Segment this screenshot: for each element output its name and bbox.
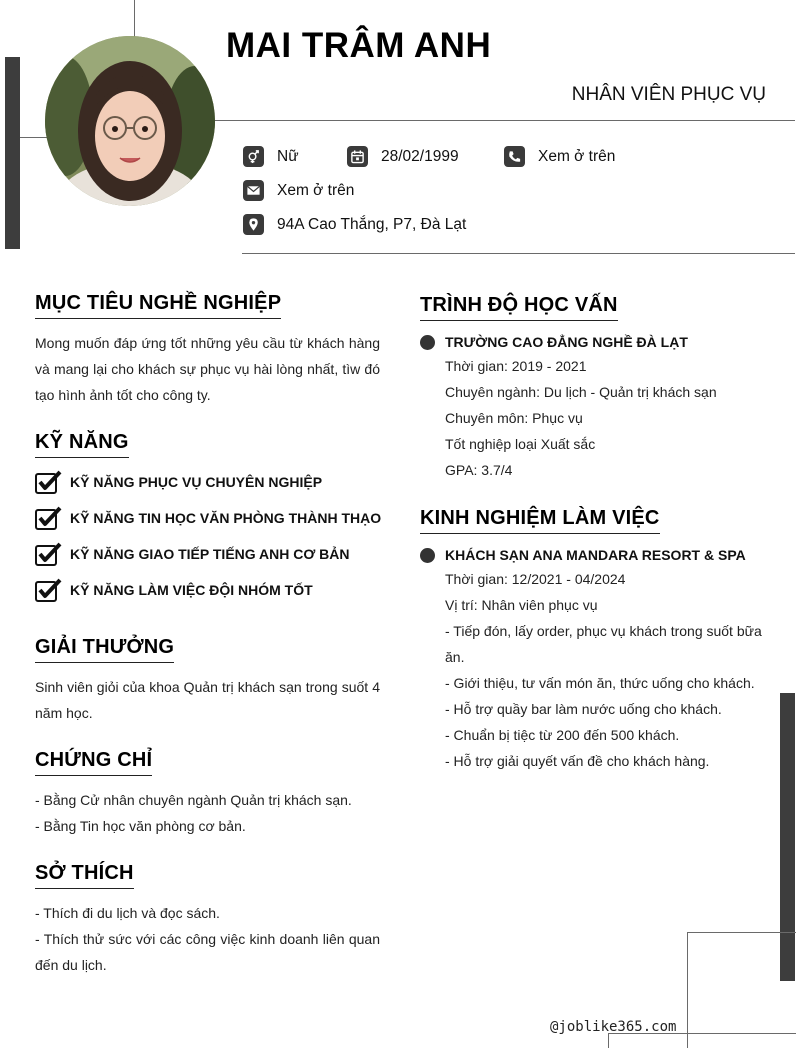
top-connector-line [134, 0, 135, 40]
checkbox-icon [35, 506, 62, 530]
experience-line: - Tiếp đón, lấy order, phục vụ khách trong suốt bữa ăn. [445, 623, 762, 665]
contact-divider [242, 253, 795, 254]
skill-label: KỸ NĂNG PHỤC VỤ CHUYÊN NGHIỆP [70, 474, 323, 490]
education-bullet [420, 335, 435, 350]
certificate-item: - Bằng Tin học văn phòng cơ bản. [35, 818, 246, 834]
checkbox-icon [35, 470, 62, 494]
experience-line: Thời gian: 12/2021 - 04/2024 [445, 571, 626, 587]
hobby-item: - Thích đi du lịch và đọc sách. [35, 905, 220, 921]
education-line: Tốt nghiệp loại Xuất sắc [445, 436, 596, 452]
skill-item [35, 469, 381, 495]
experience-line: - Chuẩn bị tiệc từ 200 đến 500 khách. [445, 727, 680, 743]
education-details [445, 353, 775, 483]
skills-title: KỸ NĂNG [35, 431, 129, 458]
skill-item [35, 541, 381, 567]
certificates-title: CHỨNG CHỈ [35, 749, 152, 776]
objective-text: Mong muốn đáp ứng tốt những yêu cầu từ khách hàng và mang lại cho khách sự phục vụ hài lòng nhất, tìw đó tạo hình ảnh tốt cho công ty. [35, 335, 380, 403]
contact-birthday [347, 146, 459, 167]
contact-gender [243, 146, 299, 167]
location-icon [243, 214, 264, 235]
footer-line-tick [608, 1033, 609, 1048]
mail-icon [243, 180, 264, 201]
hobbies-title: SỞ THÍCH [35, 862, 134, 889]
contact-address [243, 214, 466, 235]
address-value: 94A Cao Thắng, P7, Đà Lạt [277, 215, 467, 233]
experience-line: - Hỗ trợ quầy bar làm nước uống cho khách. [445, 701, 722, 717]
email-value: Xem ở trên [277, 181, 355, 199]
education-line: Chuyên môn: Phục vụ [445, 410, 583, 426]
education-line: Chuyên ngành: Du lịch - Quản trị khách sạn [445, 384, 717, 400]
skill-item [35, 505, 381, 531]
left-connector-line [20, 137, 47, 138]
education-line: Thời gian: 2019 - 2021 [445, 358, 587, 374]
contact-email [243, 180, 354, 201]
education-title: TRÌNH ĐỘ HỌC VẤN [420, 294, 618, 321]
calendar-icon [347, 146, 368, 167]
checkbox-icon [35, 578, 62, 602]
education-line: GPA: 3.7/4 [445, 462, 513, 478]
skill-item [35, 577, 381, 603]
experience-line: - Hỗ trợ giải quyết vấn đề cho khách hàng. [445, 753, 710, 769]
header-divider [215, 120, 795, 121]
left-accent-bar [5, 57, 20, 249]
avatar [45, 36, 215, 206]
corner-frame [687, 932, 796, 1048]
phone-icon [504, 146, 525, 167]
phone-value: Xem ở trên [538, 147, 616, 165]
skill-label: KỸ NĂNG TIN HỌC VĂN PHÒNG THÀNH THẠO [70, 510, 382, 526]
awards-title: GIẢI THƯỞNG [35, 636, 174, 663]
gender-icon [243, 146, 264, 167]
hobbies-list [35, 900, 380, 978]
hobby-item: - Thích thử sức với các công việc kinh doanh liên quan đến du lịch. [35, 931, 380, 973]
certificate-item: - Bằng Cử nhân chuyên ngành Quản trị khách sạn. [35, 792, 352, 808]
experience-bullet [420, 548, 435, 563]
contact-phone [504, 146, 615, 167]
awards-text: Sinh viên giỏi của khoa Quản trị khách sạn trong suốt 4 năm học. [35, 679, 380, 721]
experience-line: Vị trí: Nhân viên phục vụ [445, 597, 598, 613]
job-title: NHÂN VIÊN PHỤC VỤ [571, 84, 766, 105]
skill-label: KỸ NĂNG GIAO TIẾP TIẾNG ANH CƠ BẢN [70, 546, 350, 562]
company-name: KHÁCH SẠN ANA MANDARA RESORT & SPA [445, 547, 746, 563]
experience-title: KINH NGHIỆM LÀM VIỆC [420, 507, 660, 534]
gender-value: Nữ [277, 147, 299, 165]
objective-title: MỤC TIÊU NGHỀ NGHIỆP [35, 292, 281, 319]
birthday-value: 28/02/1999 [381, 147, 459, 165]
school-name: TRƯỜNG CAO ĐẲNG NGHỀ ĐÀ LẠT [445, 334, 688, 350]
skill-label: KỸ NĂNG LÀM VIỆC ĐỘI NHÓM TỐT [70, 582, 313, 598]
experience-details [445, 566, 770, 774]
skills-list [35, 469, 381, 603]
experience-line: - Giới thiệu, tư vấn món ăn, thức uống cho khách. [445, 675, 755, 691]
certificates-list [35, 787, 380, 839]
checkbox-icon [35, 542, 62, 566]
candidate-name: MAI TRÂM ANH [226, 26, 492, 65]
watermark: @joblike365.com [550, 1019, 677, 1035]
